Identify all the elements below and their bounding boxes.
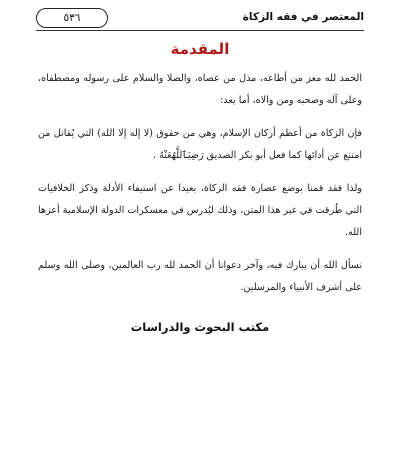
header-divider	[36, 30, 364, 31]
book-title: المعتصر في فقه الزكاة	[242, 11, 364, 23]
body-text	[38, 68, 362, 310]
signature: مكتب البحوث والدراسات	[130, 320, 270, 334]
paragraph-closing-prayer: نسأل الله أن يبارك فيه، وآخر دعوانا أن الحمد لله رب العالمين، وصلى الله وسلم على أشرف الأنبياء والمرسلين.	[38, 260, 362, 293]
section-title: المقدمة	[170, 40, 230, 58]
paragraph-purpose: ولذا فقد قمنا بوضع عصارة فقه الزكاة، بعيدا عن استيفاء الأدلة وذكر الخلافيات التي طُرقت في غير هذا المتن، وذلك ليُدرس في معسكرات الدولة الإسلامية أعزها الله.	[38, 183, 362, 238]
running-header	[36, 8, 364, 30]
paragraph-zakat-pillar: فإن الزكاة من أعظم أركان الإسلام، وهي من حقوق (لا إله إلا الله) التي يُقاتل من امتنع عن أدائها كما فعل أبو بكر الصديق رَضِيَٱللَّهُعَنْهُ .	[38, 128, 362, 161]
page-number: ٥٣٦	[36, 8, 108, 28]
paragraph-opening: الحمد لله معز من أطاعه، مذل من عصاه، والصلا والسلام على رسوله ومصطفاه، وعلى آله وصحبه ومن والاه، أما بعد:	[38, 73, 362, 106]
